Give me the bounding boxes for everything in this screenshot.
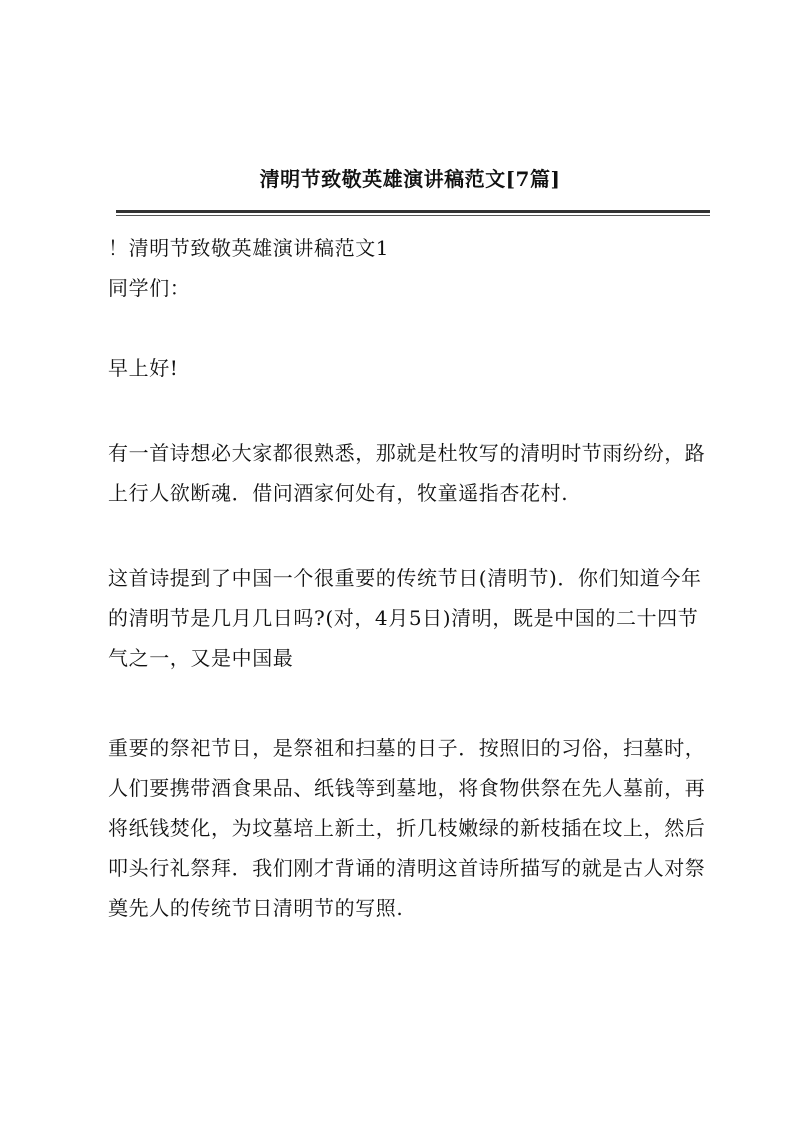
- paragraph-2: [108, 558, 713, 678]
- paragraph-1: [108, 433, 713, 513]
- paragraph-text: 重要的祭祀节日，是祭祖和扫墓的日子．按照旧的习俗，扫墓时，人们要携带酒食果品、纸钱等到墓地，将食物供祭在先人墓前，再将纸钱焚化，为坟墓培上新土，折几枝嫩绿的新枝插在坟上，然后叩头行礼祭拜．我们刚才背诵的清明这首诗所描写的就是古人对祭奠先人的传统节日清明节的写照.: [108, 736, 706, 920]
- paragraph-3: [108, 728, 713, 928]
- title-divider: [116, 210, 710, 213]
- section-heading-text: ！清明节致敬英雄演讲稿范文1: [108, 236, 390, 260]
- section-heading: [108, 228, 713, 268]
- greeting-block: [108, 348, 713, 388]
- paragraph-text: 这首诗提到了中国一个很重要的传统节日(清明节)．你们知道今年的清明节是几月几日吗?(对，4月5日)清明，既是中国的二十四节气之一，又是中国最: [108, 566, 702, 670]
- salutation-block: [108, 268, 713, 308]
- paragraph-text: 有一首诗想必大家都很熟悉，那就是杜牧写的清明时节雨纷纷，路上行人欲断魂．借问酒家何处有，牧童遥指杏花村.: [108, 441, 706, 505]
- document-title: 清明节致敬英雄演讲稿范文[7篇]: [259, 167, 561, 191]
- salutation-text: 同学们：: [108, 276, 191, 300]
- greeting-text: 早上好!: [108, 356, 179, 380]
